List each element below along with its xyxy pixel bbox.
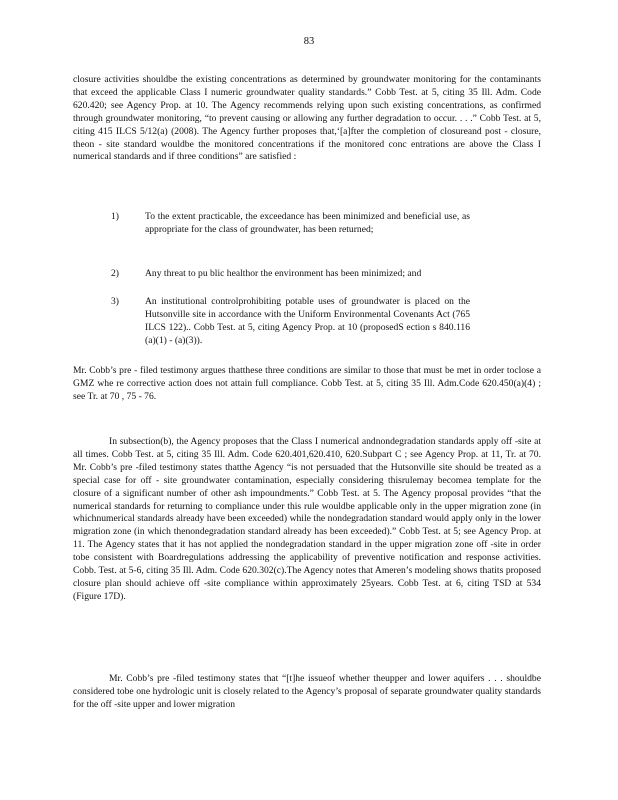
condition-text: An institutional controlprohibiting potable uses of groundwater is placed on the Hutsonville site in accordance with the Uniform Environmental Covenants Act (765 ILCS 122).. Cobb Test. at 5, citing Agency Prop. at 10 (proposedS ection s 840.116 (a)(1) - (a)(3)).	[145, 296, 470, 346]
paragraph-cobb-argues: Mr. Cobb’s pre - filed testimony argues thatthese three conditions are similar to those that must be met in order toclose a GMZ whe re corrective action does not attain full compliance. Cobb Test. at 5, citing 35 Ill. Adm.Code 620.450(a)(4) ; see Tr. at 70 , 75 - 76.	[73, 365, 541, 402]
paragraph-subsection-b: In subsection(b), the Agency proposes that the Class I numerical andnondegradation standards apply off -site at all times. Cobb Test. at 5, citing 35 Ill. Adm. Code 620.401,620.410, 620.Subpart C ; see Agency Prop. at 11, Tr. at 70. Mr. Cobb’s pre -filed testimony states thatthe Agency “is not persuaded that the Hutsonville site should be treated as a special case for off - site groundwater contamination, especially considering thisrulemay becomea template for the closure of a significant number of other ash impoundments.” Cobb Test. at 5. The Agency proposal provides “that the numerical standards for returning to compliance under this rule wouldbe applicable only in the upper migration zone (in whichnumerical standards already have been exceeded) while the nondegradation standard would apply only in the lower migration zone (in which thenondegradation standard already has been exceeded).” Cobb Test. at 5; see Agency Prop. at 11. The Agency states that it has not applied the nondegradation standard in the upper migration zone off -site in order tobe consistent with Boardregulations addressing the applicability of preventive notification and response activities. Cobb. Test. at 5-6, citing 35 Ill. Adm. Code 620.302(c).The Agency notes that Ameren’s modeling shows thatits proposed closure plan should achieve off -site compliance within approximately 25years. Cobb Test. at 6, citing TSD at 534 (Figure 17D).	[73, 436, 541, 602]
page-number: 83	[303, 36, 315, 47]
condition-text: Any threat to pu blic healthor the environment has been minimized; and	[145, 268, 422, 279]
condition-number: 2)	[111, 268, 119, 279]
condition-number: 1)	[111, 211, 119, 222]
paragraph-aquifers: Mr. Cobb’s pre -filed testimony states that “[t]he issueof whether theupper and lower aquifers . . . shouldbe considered tobe one hydrologic unit is closely related to the Agency’s proposal of separate groundwater quality standards for the off -site upper and lower migration	[73, 673, 541, 710]
condition-number: 3)	[111, 296, 119, 307]
paragraph-closure-activities: closure activities shouldbe the existing concentrations as determined by groundwater monitoring for the contaminants that exceed the applicable Class I numeric groundwater quality standards.” Cobb Test. at 5, citing 35 Ill. Adm. Code 620.420; see Agency Prop. at 10. The Agency recommends relying upon such existing concentrations, as confirmed through groundwater monitoring, “to prevent causing or allowing any further degradation to occur. . . .” Cobb Test. at 5, citing 415 ILCS 5/12(a) (2008). The Agency further proposes that,‘[a]fter the completion of closureand post - closure, theon - site standard wouldbe the monitored concentrations if the monitored conc entrations are above the Class I numerical standards and if three conditions” are satisfied :	[73, 74, 541, 163]
condition-text: To the extent practicable, the exceedance has been minimized and beneficial use, as appropriate for the class of groundwater, has been returned;	[145, 211, 470, 235]
